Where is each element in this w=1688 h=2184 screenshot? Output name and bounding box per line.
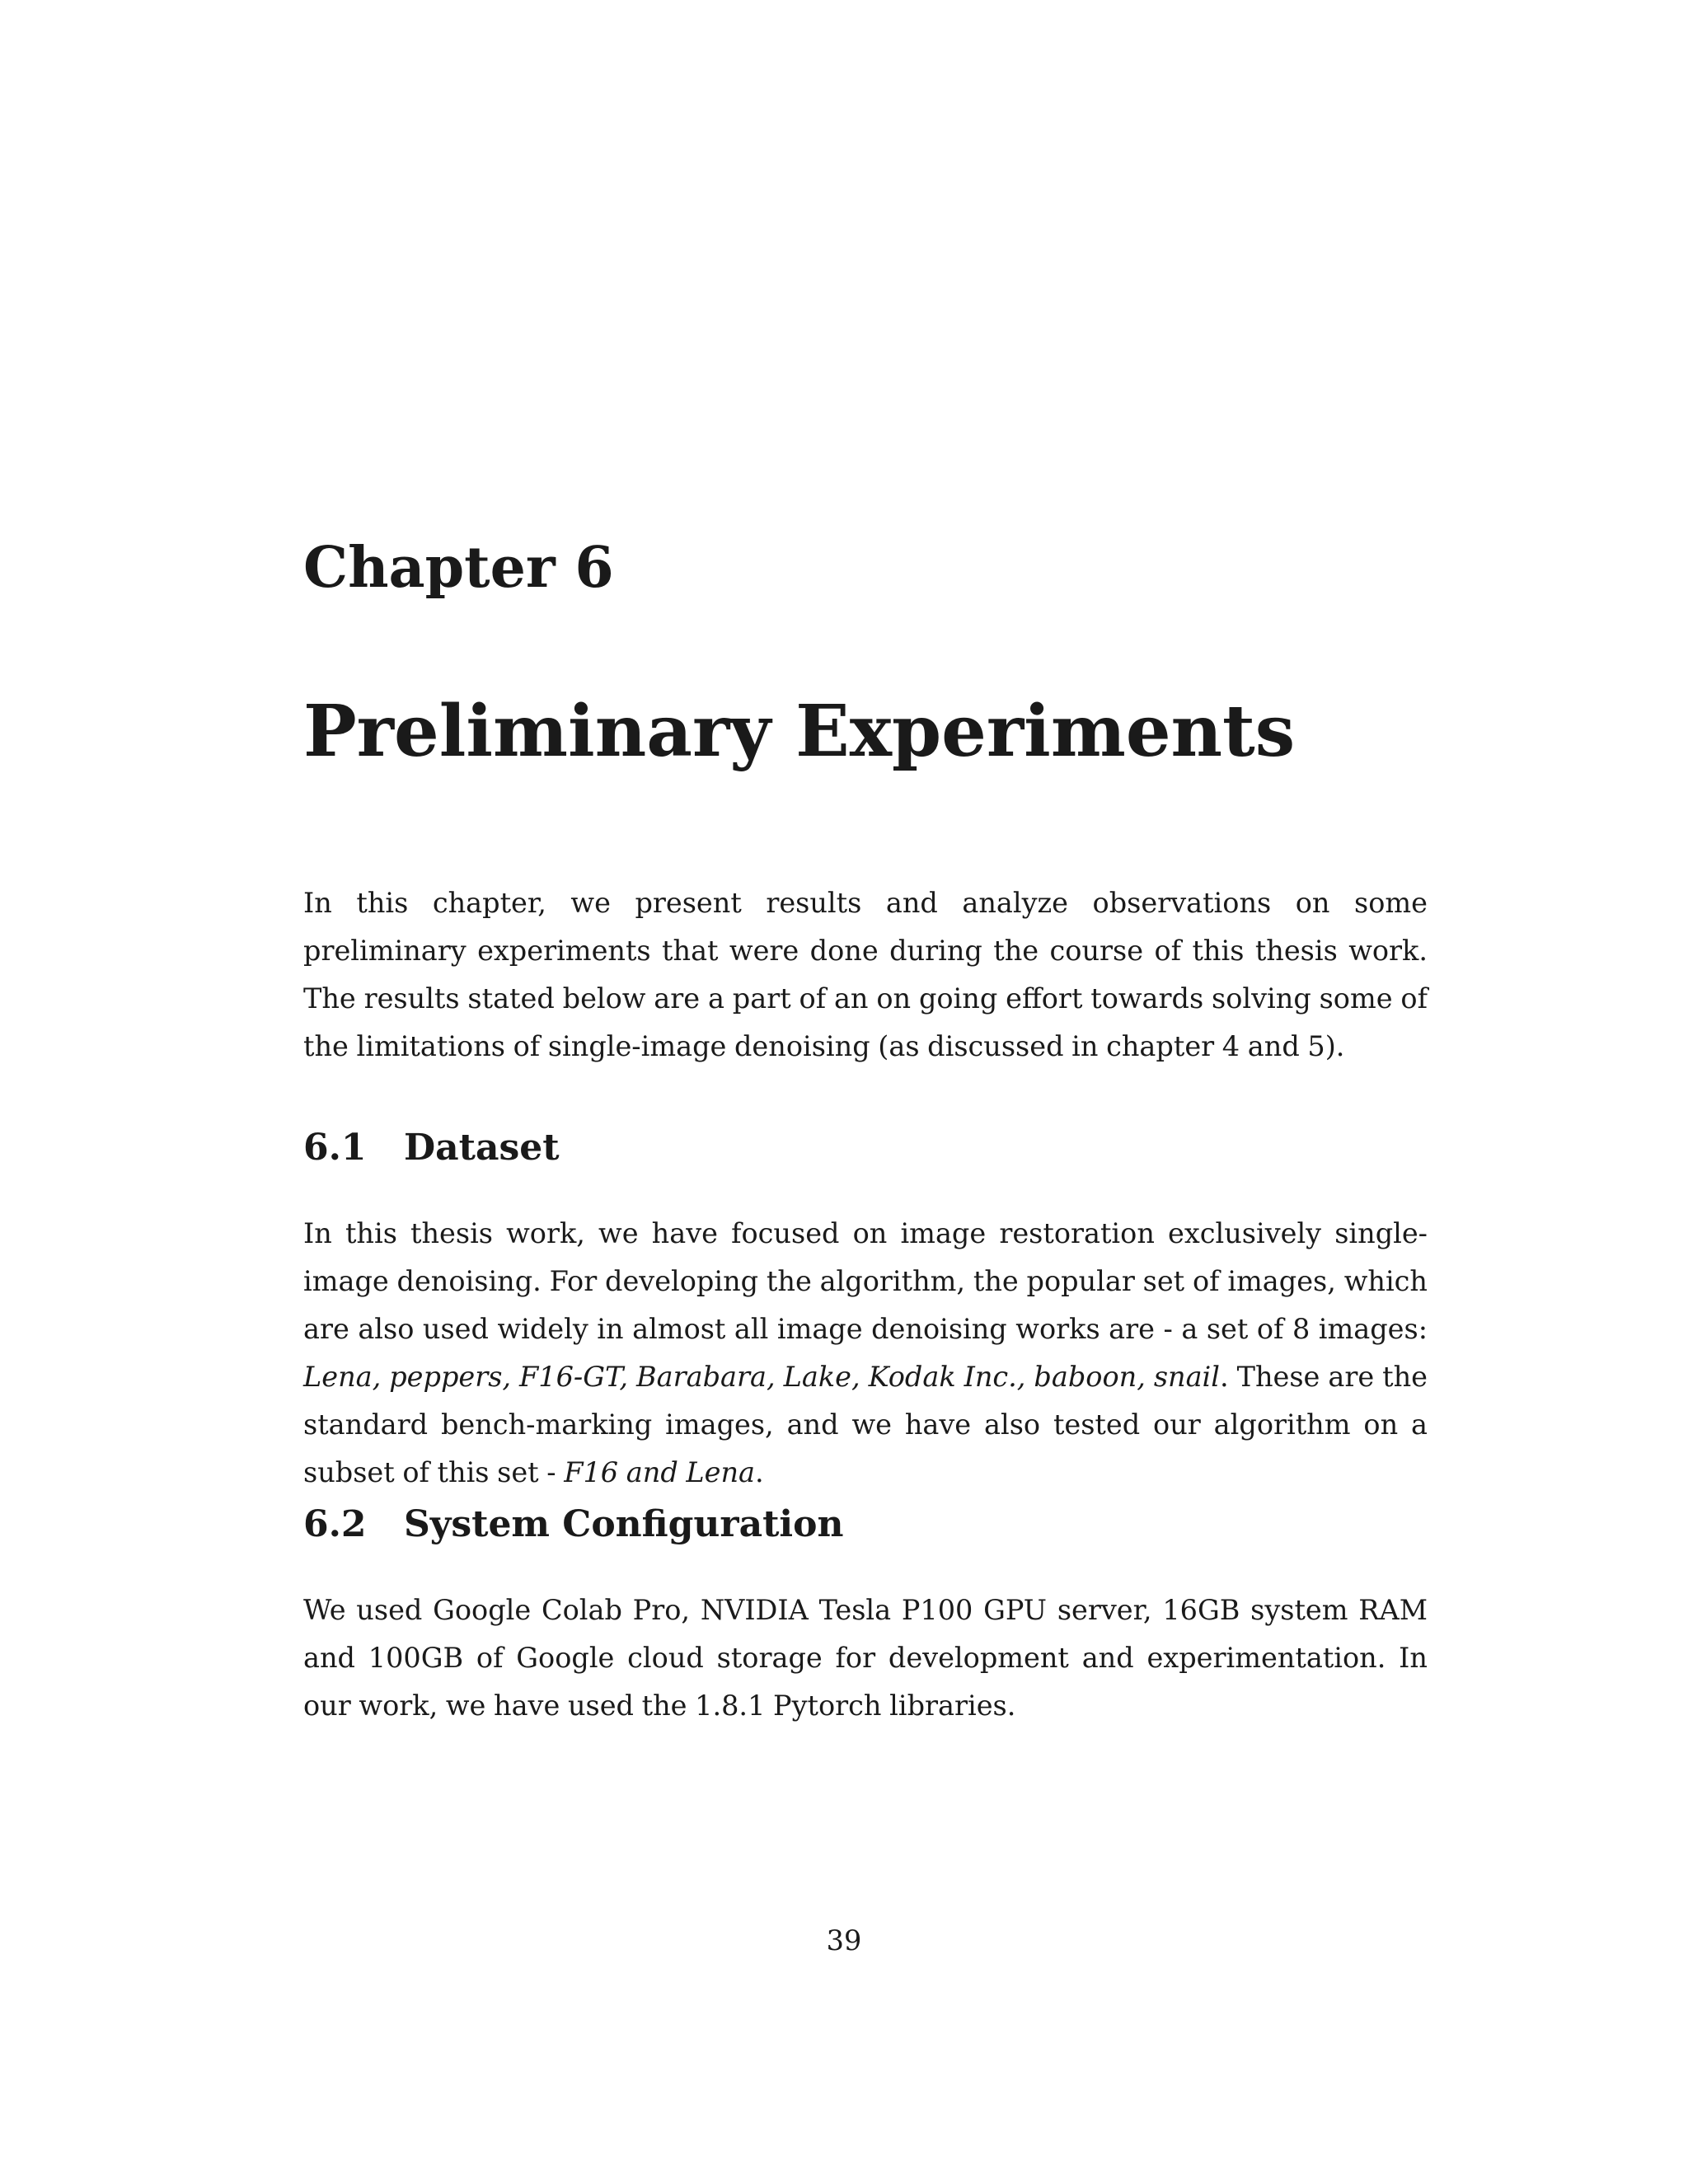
section-heading-dataset bbox=[303, 1127, 560, 1169]
section-number: 6.2 bbox=[303, 1503, 367, 1545]
dataset-text-after: . bbox=[755, 1456, 764, 1488]
dataset-image-list: Lena, peppers, F16-GT, Barabara, Lake, Kodak Inc., baboon, snail bbox=[303, 1361, 1220, 1393]
page-number: 39 bbox=[826, 1924, 862, 1957]
chapter-label: Chapter 6 bbox=[303, 535, 614, 601]
dataset-subset: F16 and Lena bbox=[564, 1456, 756, 1488]
dataset-text-middle: . These are the standard bench-marking images, and we have also tested our algorithm on a subset of this set - bbox=[303, 1361, 1428, 1488]
intro-paragraph: In this chapter, we present results and analyze observations on some preliminary experiments that were done during the course of this thesis work. The results stated below are a part of an on going effort towards solving some of the limitations of single-image denoising (as discussed in chapter 4 and 5). bbox=[303, 887, 1428, 1062]
chapter-title: Preliminary Experiments bbox=[303, 690, 1296, 773]
system-configuration-paragraph: We used Google Colab Pro, NVIDIA Tesla P100 GPU server, 16GB system RAM and 100GB of Google cloud storage for development and experimentation. In our work, we have used the 1.8.1 Pytorch libraries. bbox=[303, 1594, 1428, 1722]
dataset-text-before: In this thesis work, we have focused on image restoration exclusively single-image denoising. For developing the algorithm, the popular set of images, which are also used widely in almost all image denoising works are - a set of 8 images: bbox=[303, 1217, 1428, 1345]
section-heading-system-configuration bbox=[303, 1503, 844, 1545]
section-title: System Configuration bbox=[404, 1503, 844, 1545]
dataset-paragraph bbox=[303, 1210, 1428, 1497]
section-number: 6.1 bbox=[303, 1127, 367, 1169]
section-title: Dataset bbox=[404, 1127, 560, 1169]
